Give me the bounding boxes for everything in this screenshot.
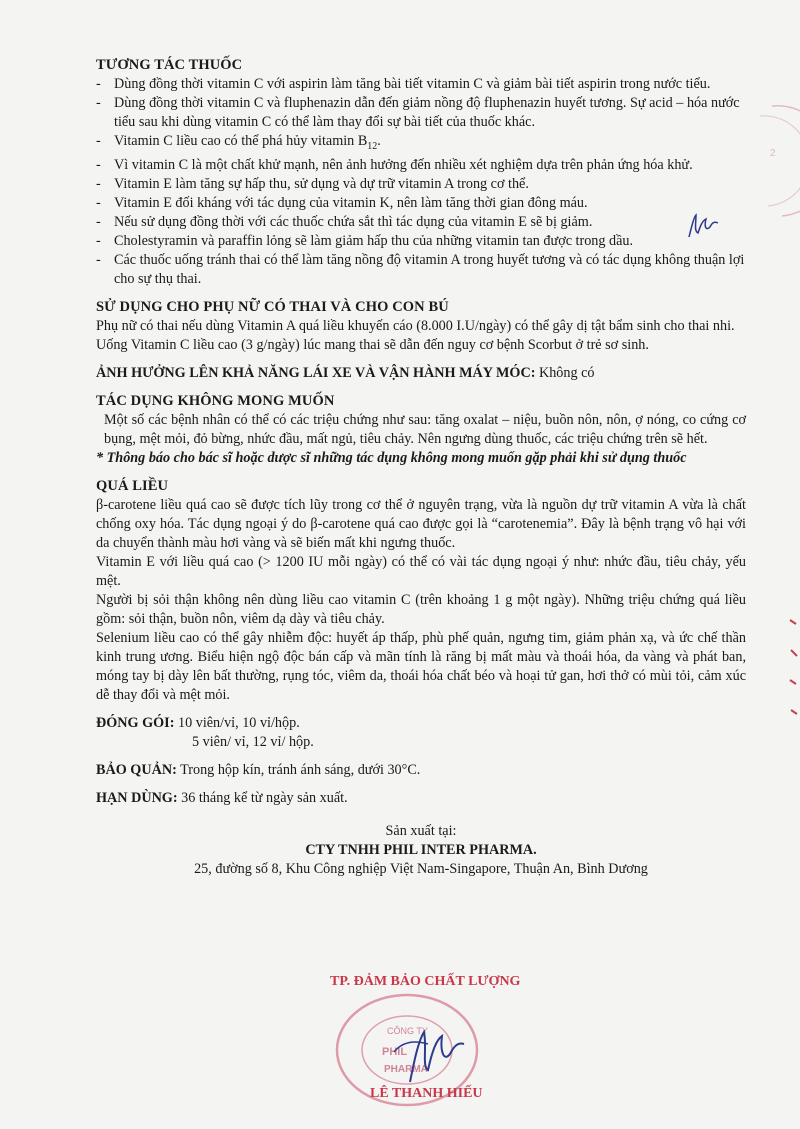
overdose-paragraph: β-carotene liều quá cao sẽ được tích lũy trong cơ thể ở nguyên trạng, vừa là nguồn dự trữ vitamin A vừa là chất chống oxy hóa. Tác dụng ngoại ý do β-carotene quá cao được gọi là “carotenemia”. Đây là bệnh trạng vô hại với da chuyển thành màu hơi vàng và sẽ biến mất khi ngưng thuốc. xyxy=(96,496,746,551)
edge-red-marks xyxy=(788,610,800,745)
list-item: - Vitamin E đối kháng với tác dụng của vitamin K, nên làm tăng thời gian đông máu. xyxy=(96,194,746,213)
interactions-section xyxy=(96,56,746,289)
side-effects-section xyxy=(96,392,746,468)
produced-at-label: Sản xuất tại: xyxy=(385,822,457,839)
section-title-pregnancy: SỬ DỤNG CHO PHỤ NỮ CÓ THAI VÀ CHO CON BÚ xyxy=(96,298,449,315)
overdose-paragraph: Người bị sỏi thận không nên dùng liều cao vitamin C (trên khoảng 1 g một ngày). Những triệu chứng quá liều gồm: sỏi thận, buồn nôn, viêm dạ dày và tiêu chảy. xyxy=(96,591,746,627)
list-item: - Dùng đồng thời vitamin C và fluphenazin dẫn đến giảm nồng độ fluphenazin huyết tương. Sự acid – hóa nước tiểu sau khi dùng vitamin C có thể làm thay đổi sự bài tiết của thuốc khác. xyxy=(96,94,746,132)
side-stamp-mark xyxy=(712,96,800,231)
list-item: - Nếu sử dụng đồng thời với các thuốc chứa sắt thì tác dụng của vitamin E sẽ bị giảm. xyxy=(96,213,746,232)
quality-stamp xyxy=(300,966,560,1116)
manufacturer-address: 25, đường số 8, Khu Công nghiệp Việt Nam-Singapore, Thuận An, Bình Dương xyxy=(194,860,648,877)
handwritten-mark xyxy=(684,205,724,250)
svg-text:2: 2 xyxy=(770,148,776,159)
section-title-interactions: TƯƠNG TÁC THUỐC xyxy=(96,57,243,73)
overdose-paragraph: Vitamin E với liều quá cao (> 1200 IU mỗi ngày) có thể có vài tác dụng ngoại ý như: nhức đầu, tiêu chảy, yếu mệt. xyxy=(96,553,746,589)
packing-value: 10 viên/vỉ, 10 vỉ/hộp. xyxy=(177,714,300,731)
driving-value: Không có xyxy=(538,364,595,381)
driving-line xyxy=(96,364,746,383)
list-item: - Dùng đồng thời vitamin C với aspirin làm tăng bài tiết vitamin C và giảm bài tiết aspirin trong nước tiểu. xyxy=(96,75,746,94)
expiry-label: HẠN DÙNG: xyxy=(96,789,178,806)
expiry-value: 36 tháng kể từ ngày sản xuất. xyxy=(181,789,348,806)
manufacturer-name: CTY TNHH PHIL INTER PHARMA. xyxy=(305,841,537,858)
overdose-paragraph: Selenium liều cao có thể gây nhiễm độc: huyết áp thấp, phù phế quản, ngưng tim, giảm phản xạ, và ức chế thần kinh trung ương. Biểu hiện ngộ độc bán cấp và mãn tính là răng bị mất màu và thoái hóa, da vàng và phát ban, móng tay bị dày lên bất thường, rụng tóc, viêm da, thoái hóa chất béo và hoại tử gan, hơi thở có mùi tỏi, cảm xúc dễ thay đổi và mệt mỏi. xyxy=(96,629,746,703)
packing-section xyxy=(96,714,746,752)
expiry-section xyxy=(96,789,746,808)
list-item: - Các thuốc uống tránh thai có thể làm tăng nồng độ vitamin A trong huyết tương và có tác dụng không thuận lợi cho sự thụ thai. xyxy=(96,251,746,289)
interactions-list xyxy=(96,75,746,289)
packing-value-2: 5 viên/ vỉ, 12 vỉ/ hộp. xyxy=(192,733,314,750)
list-item: - Vitamin C liều cao có thể phá hủy vitamin $B_{12}$. xyxy=(96,132,746,156)
stamp-signer-name: LÊ THANH HIẾU xyxy=(370,1086,483,1101)
section-title-overdose: QUÁ LIỀU xyxy=(96,477,169,494)
storage-label: BẢO QUẢN: xyxy=(96,761,177,778)
section-title-driving: ẢNH HƯỞNG LÊN KHẢ NĂNG LÁI XE VÀ VẬN HÀNH MÁY MÓC: xyxy=(96,364,536,381)
svg-text:PHARMA: PHARMA xyxy=(384,1064,428,1075)
storage-section xyxy=(96,761,746,780)
document-page xyxy=(96,56,746,879)
manufacturer-section xyxy=(96,822,746,879)
section-title-side-effects: TÁC DỤNG KHÔNG MONG MUỐN xyxy=(96,392,335,409)
overdose-section xyxy=(96,477,746,705)
list-item: - Cholestyramin và paraffin lỏng sẽ làm giảm hấp thu của những vitamin tan được trong dầu. xyxy=(96,232,746,251)
packing-label: ĐÓNG GÓI: xyxy=(96,714,175,731)
side-effects-paragraph: Một số các bệnh nhân có thể có các triệu chứng như sau: tăng oxalat – niệu, buồn nôn, nôn, ợ nóng, co cứng cơ bụng, mệt mỏi, đỏ bừng, nhức đầu, mất ngủ, tiêu chảy. Nên ngưng dùng thuốc, các triệu chứng trên sẽ hết. xyxy=(104,411,746,447)
storage-value: Trong hộp kín, tránh ánh sáng, dưới 30°C. xyxy=(180,761,421,778)
pregnancy-paragraph: Uống Vitamin C liều cao (3 g/ngày) lúc mang thai sẽ dẫn đến nguy cơ bệnh Scorbut ở trẻ sơ sinh. xyxy=(96,336,649,353)
svg-text:CÔNG TY: CÔNG TY xyxy=(387,1026,428,1036)
svg-text:PHIL: PHIL xyxy=(382,1046,408,1058)
pregnancy-paragraph: Phụ nữ có thai nếu dùng Vitamin A quá liều khuyến cáo (8.000 I.U/ngày) có thể gây dị tật bẩm sinh cho thai nhi. xyxy=(96,317,735,334)
list-item: - Vì vitamin C là một chất khử mạnh, nên ảnh hưởng đến nhiều xét nghiệm dựa trên phản ứng hóa khử. xyxy=(96,156,746,175)
packing-line xyxy=(96,714,746,733)
driving-section xyxy=(96,364,746,383)
list-item: - Vitamin E làm tăng sự hấp thu, sử dụng và dự trữ vitamin A trong cơ thể. xyxy=(96,175,746,194)
side-effects-note: * Thông báo cho bác sĩ hoặc dược sĩ những tác dụng không mong muốn gặp phải khi sử dụng thuốc xyxy=(96,449,687,466)
stamp-title: TP. ĐẢM BẢO CHẤT LƯỢNG xyxy=(330,974,521,989)
pregnancy-section xyxy=(96,298,746,355)
